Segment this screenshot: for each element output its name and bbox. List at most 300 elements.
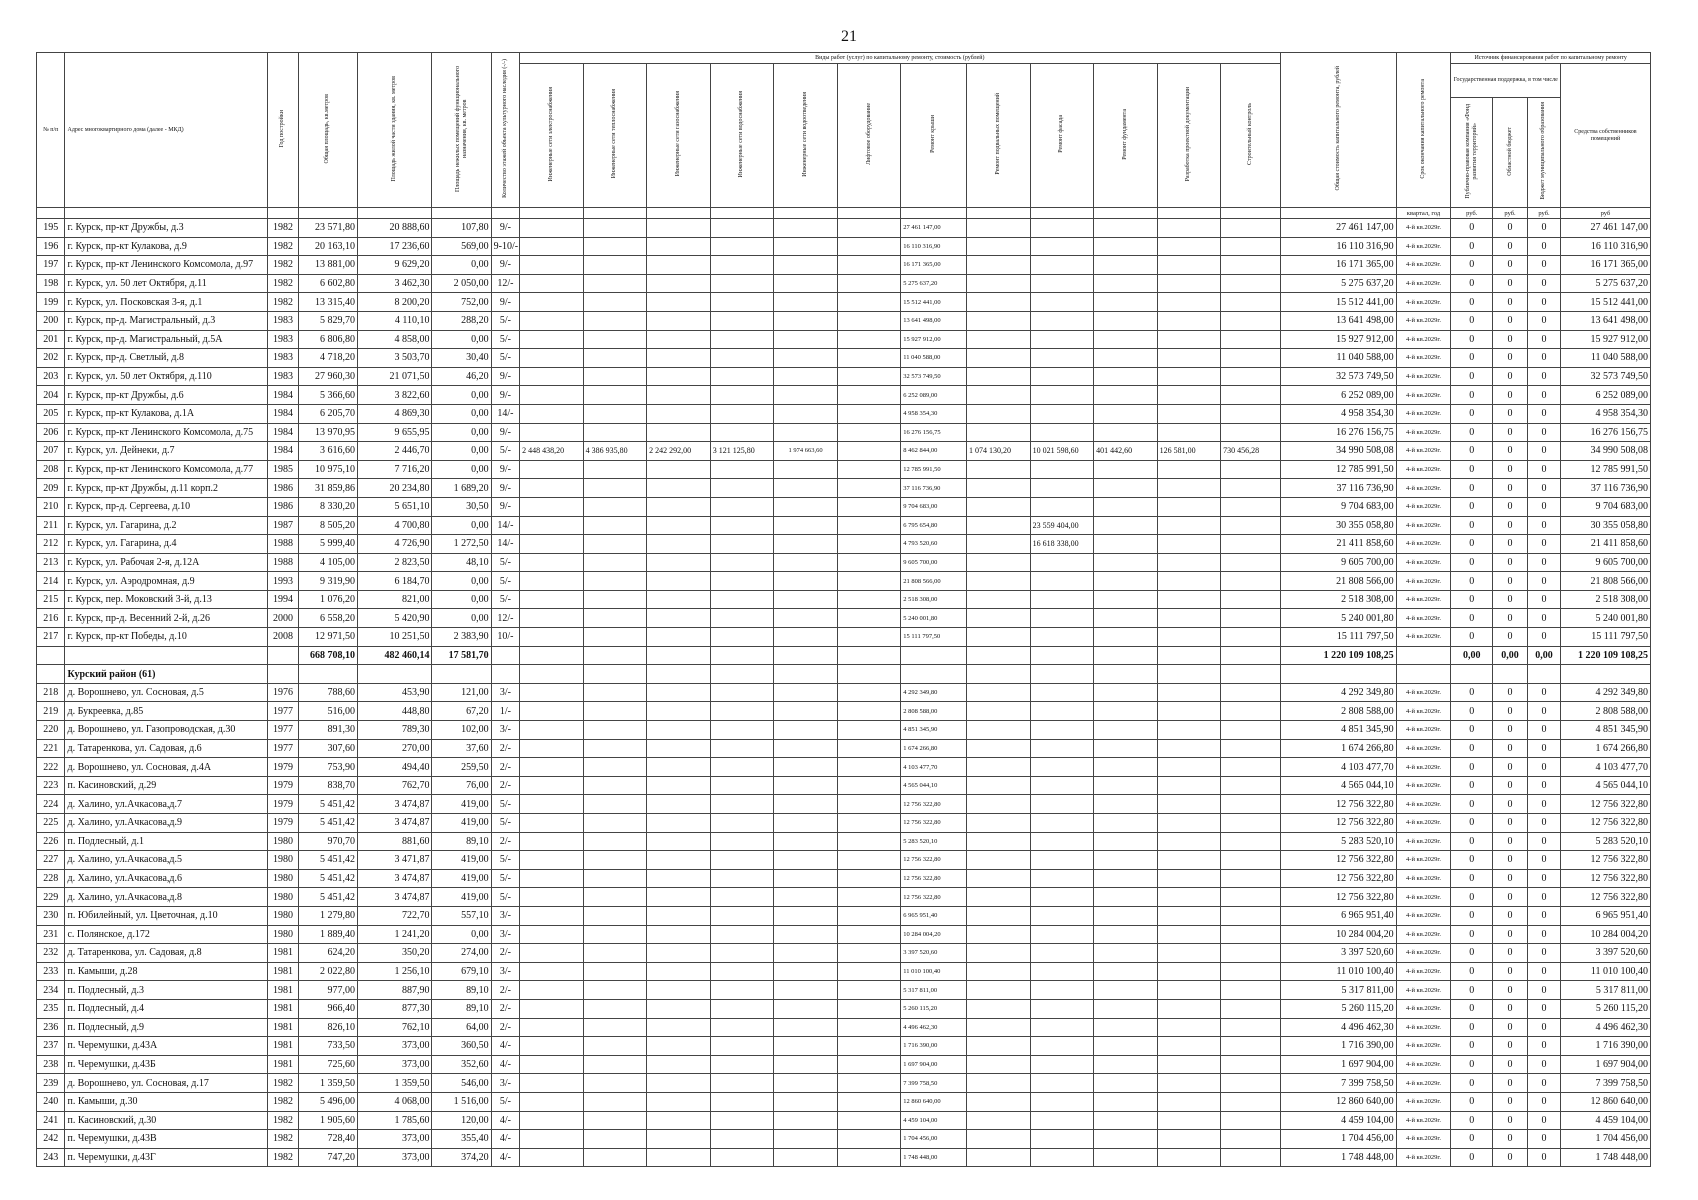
row-sewer [774,367,838,386]
row-fund: 0 [1451,888,1493,907]
row-municipal: 0 [1528,349,1561,368]
row-facade [1030,460,1094,479]
row-owners: 15 111 797,50 [1560,628,1650,647]
row-floors: 9/- [491,386,519,405]
row-municipal: 0 [1528,404,1561,423]
row-total-area: 6 558,20 [298,609,357,628]
row-heat [583,739,647,758]
row-facade [1030,609,1094,628]
row-foundation [1094,999,1158,1018]
row-facade [1030,702,1094,721]
table-row [37,944,1651,963]
row-total-cost: 27 461 147,00 [1280,219,1396,238]
row-design [1157,386,1221,405]
row-water [710,237,774,256]
row-floors: 3/- [491,721,519,740]
row-heat [583,293,647,312]
row-year: 1979 [268,758,299,777]
row-basement [967,721,1031,740]
row-facade [1030,237,1094,256]
row-facade [1030,906,1094,925]
row-water [710,349,774,368]
row-lift [837,1092,901,1111]
row-address: г. Курск, пр-кт Дружбы, д.11 корп.2 [65,479,268,498]
row-living-area: 2 446,70 [357,442,431,461]
row-electric [520,814,584,833]
row-nonres-area: 120,00 [432,1111,491,1130]
row-design [1157,832,1221,851]
row-address: г. Курск, ул. Посковская 3-я, д.1 [65,293,268,312]
row-deadline: 4-й кв.2029г. [1396,1037,1451,1056]
row-address: д. Ворошнево, ул. Сосновая, д.17 [65,1074,268,1093]
row-gas [647,628,711,647]
row-floors: 5/- [491,349,519,368]
row-basement [967,590,1031,609]
row-heat [583,367,647,386]
row-water [710,609,774,628]
row-nonres-area: 30,50 [432,497,491,516]
row-foundation [1094,925,1158,944]
row-total-area: 13 315,40 [298,293,357,312]
row-total-area: 5 451,42 [298,814,357,833]
row-nonres-area: 121,00 [432,683,491,702]
row-year: 1979 [268,814,299,833]
row-basement [967,776,1031,795]
row-address: г. Курск, пр-кт Победы, д.10 [65,628,268,647]
row-year: 1984 [268,423,299,442]
row-facade [1030,758,1094,777]
row-facade [1030,869,1094,888]
row-total-area: 4 105,00 [298,553,357,572]
row-total-area: 2 022,80 [298,962,357,981]
row-lift [837,1130,901,1149]
row-nonres-area: 0,00 [432,442,491,461]
table-row [37,219,1651,238]
row-basement [967,609,1031,628]
row-owners: 1 748 448,00 [1560,1148,1650,1167]
row-lift [837,888,901,907]
row-basement [967,758,1031,777]
subtotal-municipal: 0,00 [1528,646,1561,665]
row-heat [583,219,647,238]
row-region: 0 [1493,330,1528,349]
row-gas [647,479,711,498]
row-year: 1984 [268,442,299,461]
row-deadline: 4-й кв.2029г. [1396,1074,1451,1093]
row-number: 238 [37,1055,65,1074]
row-roof: 5 283 520,10 [901,832,967,851]
row-design [1157,1148,1221,1167]
row-control [1221,349,1280,368]
row-design [1157,1074,1221,1093]
row-number: 206 [37,423,65,442]
row-deadline: 4-й кв.2029г. [1396,1148,1451,1167]
row-foundation [1094,386,1158,405]
row-year: 2008 [268,628,299,647]
row-fund: 0 [1451,1074,1493,1093]
row-address: г. Курск, ул. Гагарина, д.4 [65,535,268,554]
row-control [1221,1111,1280,1130]
row-address: г. Курск, пр-кт Дружбы, д.6 [65,386,268,405]
table-row [37,925,1651,944]
row-living-area: 20 234,80 [357,479,431,498]
row-water [710,1018,774,1037]
row-nonres-area: 1 516,00 [432,1092,491,1111]
row-number: 203 [37,367,65,386]
row-control [1221,683,1280,702]
subtotal-nonres: 17 581,70 [432,646,491,665]
row-deadline: 4-й кв.2029г. [1396,535,1451,554]
row-lift [837,311,901,330]
row-year: 1982 [268,1074,299,1093]
section-title: Курский район (61) [65,665,268,684]
row-total-cost: 12 756 322,80 [1280,795,1396,814]
row-gas [647,702,711,721]
row-living-area: 350,20 [357,944,431,963]
row-year: 1983 [268,367,299,386]
row-living-area: 1 241,20 [357,925,431,944]
row-heat [583,535,647,554]
row-basement [967,1148,1031,1167]
row-total-area: 725,60 [298,1055,357,1074]
row-address: г. Курск, пр-кт Кулакова, д.9 [65,237,268,256]
row-floors: 12/- [491,609,519,628]
unit-rub: руб [1560,208,1650,219]
row-control [1221,1148,1280,1167]
row-deadline: 4-й кв.2029г. [1396,553,1451,572]
row-electric [520,535,584,554]
row-living-area: 5 651,10 [357,497,431,516]
row-nonres-area: 419,00 [432,814,491,833]
row-municipal: 0 [1528,367,1561,386]
row-heat [583,1148,647,1167]
row-owners: 5 260 115,20 [1560,999,1650,1018]
row-owners: 15 927 912,00 [1560,330,1650,349]
row-sewer [774,702,838,721]
row-heat [583,721,647,740]
row-living-area: 3 474,87 [357,888,431,907]
row-deadline: 4-й кв.2029г. [1396,1092,1451,1111]
row-water [710,1055,774,1074]
row-sewer [774,1092,838,1111]
row-year: 1980 [268,906,299,925]
row-municipal: 0 [1528,460,1561,479]
row-roof: 15 927 912,00 [901,330,967,349]
row-heat [583,1055,647,1074]
row-roof: 4 565 044,10 [901,776,967,795]
row-control [1221,721,1280,740]
row-address: п. Подлесный, д.3 [65,981,268,1000]
row-design [1157,758,1221,777]
row-floors: 14/- [491,404,519,423]
table-row [37,274,1651,293]
row-electric [520,981,584,1000]
row-basement [967,962,1031,981]
row-address: г. Курск, пр-кт Кулакова, д.1А [65,404,268,423]
row-lift [837,404,901,423]
row-owners: 9 605 700,00 [1560,553,1650,572]
row-deadline: 4-й кв.2029г. [1396,851,1451,870]
row-deadline: 4-й кв.2029г. [1396,702,1451,721]
row-roof: 9 605 700,00 [901,553,967,572]
row-facade: 16 618 338,00 [1030,535,1094,554]
row-owners: 3 397 520,60 [1560,944,1650,963]
row-sewer [774,590,838,609]
subtotal-row [37,646,1651,665]
row-region: 0 [1493,888,1528,907]
row-control [1221,293,1280,312]
row-total-cost: 4 459 104,00 [1280,1111,1396,1130]
row-water [710,1074,774,1093]
row-basement [967,311,1031,330]
row-floors: 5/- [491,572,519,591]
row-lift [837,962,901,981]
table-row [37,999,1651,1018]
row-year: 1987 [268,516,299,535]
row-design [1157,219,1221,238]
table-row [37,293,1651,312]
row-facade [1030,330,1094,349]
row-roof: 16 171 365,00 [901,256,967,275]
row-address: п. Черемушки, д.43Г [65,1148,268,1167]
row-number: 195 [37,219,65,238]
row-lift [837,944,901,963]
row-total-area: 966,40 [298,999,357,1018]
row-heat [583,1074,647,1093]
row-year: 1980 [268,925,299,944]
row-design [1157,795,1221,814]
row-municipal: 0 [1528,1130,1561,1149]
row-total-cost: 16 110 316,90 [1280,237,1396,256]
row-gas [647,367,711,386]
row-gas [647,330,711,349]
row-facade [1030,1130,1094,1149]
row-living-area: 1 256,10 [357,962,431,981]
row-sewer [774,999,838,1018]
row-year: 1981 [268,962,299,981]
row-fund: 0 [1451,330,1493,349]
row-living-area: 3 471,87 [357,851,431,870]
row-total-area: 8 330,20 [298,497,357,516]
row-foundation [1094,944,1158,963]
row-foundation [1094,981,1158,1000]
row-facade [1030,311,1094,330]
row-fund: 0 [1451,683,1493,702]
row-year: 1977 [268,702,299,721]
row-municipal: 0 [1528,795,1561,814]
row-deadline: 4-й кв.2029г. [1396,795,1451,814]
row-region: 0 [1493,516,1528,535]
row-living-area: 7 716,20 [357,460,431,479]
row-fund: 0 [1451,256,1493,275]
row-deadline: 4-й кв.2029г. [1396,1018,1451,1037]
row-facade [1030,944,1094,963]
row-design [1157,999,1221,1018]
row-owners: 12 860 640,00 [1560,1092,1650,1111]
row-address: д. Ворошнево, ул. Сосновая, д.5 [65,683,268,702]
row-region: 0 [1493,814,1528,833]
row-year: 1984 [268,404,299,423]
row-number: 220 [37,721,65,740]
row-lift [837,925,901,944]
row-roof: 12 756 322,80 [901,888,967,907]
row-nonres-area: 76,00 [432,776,491,795]
row-nonres-area: 89,10 [432,999,491,1018]
row-gas [647,404,711,423]
row-deadline: 4-й кв.2029г. [1396,962,1451,981]
row-heat [583,1018,647,1037]
row-total-cost: 1 716 390,00 [1280,1037,1396,1056]
row-facade [1030,256,1094,275]
row-region: 0 [1493,423,1528,442]
row-roof: 4 459 104,00 [901,1111,967,1130]
row-owners: 4 851 345,90 [1560,721,1650,740]
table-row [37,1092,1651,1111]
row-electric [520,293,584,312]
row-water [710,814,774,833]
row-gas [647,349,711,368]
header-works-group: Виды работ (услуг) по капитальному ремонту, стоимость (рублей) [520,53,1280,64]
row-living-area: 3 474,87 [357,869,431,888]
row-heat: 4 386 935,80 [583,442,647,461]
row-floors: 5/- [491,590,519,609]
subtotal-section [37,646,1651,683]
row-water [710,944,774,963]
row-address: п. Камыши, д.30 [65,1092,268,1111]
row-total-cost: 21 411 858,60 [1280,535,1396,554]
row-electric [520,349,584,368]
row-total-cost: 21 808 566,00 [1280,572,1396,591]
row-total-area: 516,00 [298,702,357,721]
row-roof: 21 808 566,00 [901,572,967,591]
row-control [1221,367,1280,386]
row-number: 237 [37,1037,65,1056]
row-total-cost: 2 518 308,00 [1280,590,1396,609]
row-heat [583,274,647,293]
row-control [1221,776,1280,795]
row-nonres-area: 89,10 [432,832,491,851]
row-basement [967,293,1031,312]
row-year: 2000 [268,609,299,628]
row-design [1157,237,1221,256]
row-control [1221,851,1280,870]
row-total-area: 307,60 [298,739,357,758]
row-address: д. Халино, ул.Ачкасова,д.5 [65,851,268,870]
row-gas [647,683,711,702]
row-municipal: 0 [1528,516,1561,535]
row-roof: 16 110 316,90 [901,237,967,256]
row-address: д. Ворошнево, ул. Газопроводская, д.30 [65,721,268,740]
row-gas [647,721,711,740]
row-sewer [774,1037,838,1056]
row-owners: 5 240 001,80 [1560,609,1650,628]
row-roof: 32 573 749,50 [901,367,967,386]
row-facade: 10 021 598,60 [1030,442,1094,461]
row-number: 208 [37,460,65,479]
row-nonres-area: 352,60 [432,1055,491,1074]
row-municipal: 0 [1528,479,1561,498]
row-control [1221,869,1280,888]
row-year: 1979 [268,776,299,795]
row-design: 126 581,00 [1157,442,1221,461]
row-living-area: 3 474,87 [357,814,431,833]
row-design [1157,628,1221,647]
row-control [1221,981,1280,1000]
row-gas [647,869,711,888]
row-year: 1983 [268,311,299,330]
row-water [710,367,774,386]
row-total-area: 9 319,90 [298,572,357,591]
row-heat [583,516,647,535]
row-heat [583,330,647,349]
row-facade [1030,925,1094,944]
row-owners: 6 965 951,40 [1560,906,1650,925]
row-number: 239 [37,1074,65,1093]
row-number: 212 [37,535,65,554]
header-total-cost: Общая стоимость капитального ремонта, рублей [1334,66,1341,191]
row-region: 0 [1493,702,1528,721]
table-body-kursk [37,219,1651,647]
row-basement [967,851,1031,870]
row-municipal: 0 [1528,1074,1561,1093]
unit-quarter: квартал, год [1396,208,1451,219]
table-row [37,404,1651,423]
row-living-area: 373,00 [357,1148,431,1167]
row-floors: 9-10/- [491,237,519,256]
row-lift [837,237,901,256]
row-foundation [1094,1074,1158,1093]
row-fund: 0 [1451,1037,1493,1056]
row-heat [583,776,647,795]
row-year: 1977 [268,739,299,758]
row-total-cost: 32 573 749,50 [1280,367,1396,386]
row-number: 243 [37,1148,65,1167]
row-region: 0 [1493,1037,1528,1056]
row-address: г. Курск, ул. Аэродромная, д.9 [65,572,268,591]
row-region: 0 [1493,609,1528,628]
row-year: 1982 [268,219,299,238]
row-total-cost: 4 565 044,10 [1280,776,1396,795]
row-lift [837,814,901,833]
row-electric [520,404,584,423]
row-address: п. Юбилейный, ул. Цветочная, д.10 [65,906,268,925]
row-basement [967,349,1031,368]
row-water [710,906,774,925]
row-foundation [1094,404,1158,423]
row-electric [520,256,584,275]
table-row [37,739,1651,758]
row-control [1221,906,1280,925]
header-basement: Ремонт подвальных помещений [994,93,1001,175]
row-basement [967,1037,1031,1056]
row-design [1157,1037,1221,1056]
header-nonres-area: Площадь нежилых помещений функционального назначения, кв. метров [454,65,468,192]
row-water [710,460,774,479]
row-foundation [1094,609,1158,628]
row-design [1157,479,1221,498]
row-floors: 2/- [491,981,519,1000]
row-total-cost: 6 252 089,00 [1280,386,1396,405]
row-basement [967,1074,1031,1093]
row-electric [520,832,584,851]
row-heat [583,349,647,368]
row-heat [583,981,647,1000]
table-row [37,962,1651,981]
row-deadline: 4-й кв.2029г. [1396,590,1451,609]
row-living-area: 453,90 [357,683,431,702]
row-electric [520,311,584,330]
row-owners: 11 040 588,00 [1560,349,1650,368]
